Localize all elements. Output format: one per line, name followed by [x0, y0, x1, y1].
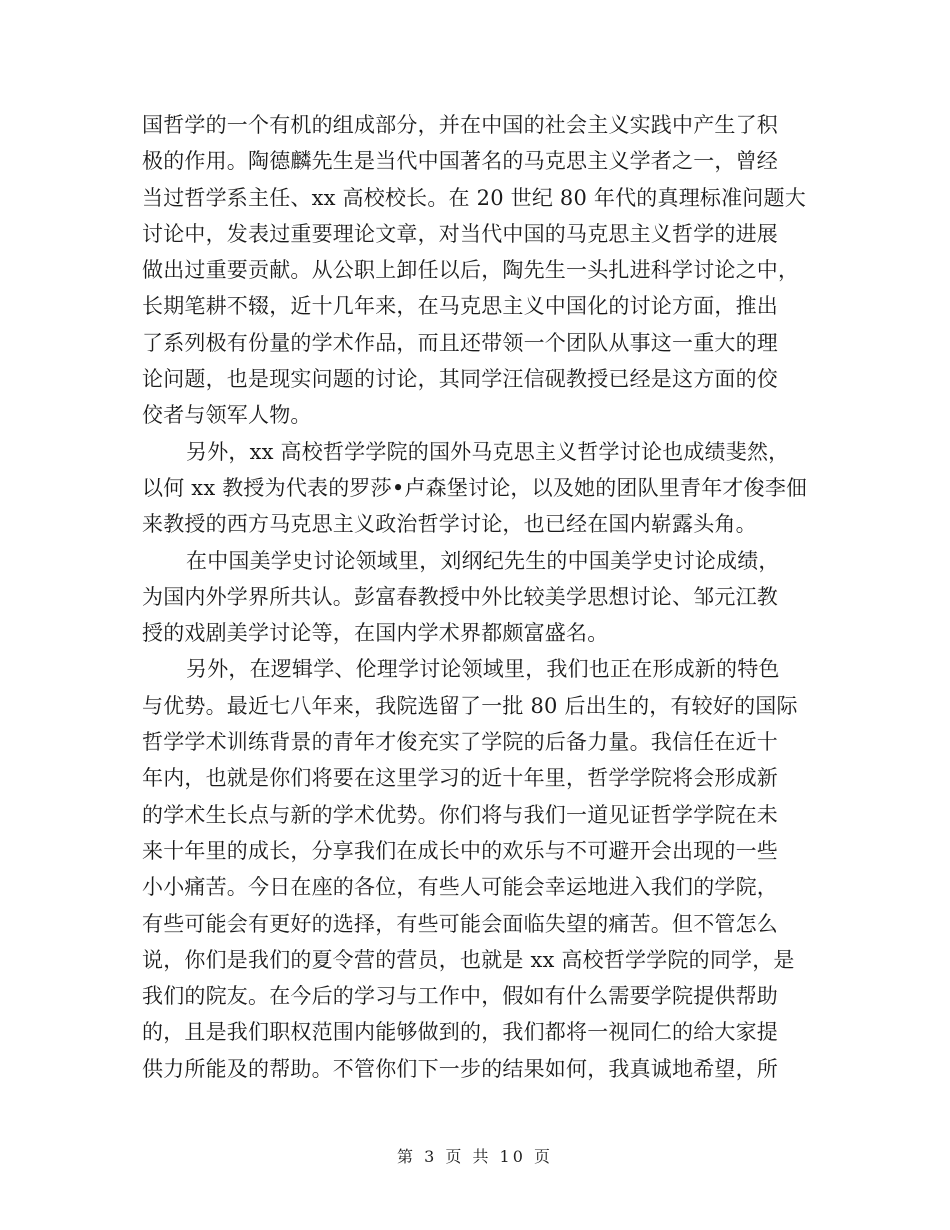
text-line: 了系列极有份量的学术作品，而且还带领一个团队从事这一重大的理 [142, 330, 778, 355]
text-line: 讨论中，发表过重要理论文章，对当代中国的马克思主义哲学的进展 [142, 221, 778, 246]
text-line: 以何 xx 教授为代表的罗莎•卢森堡讨论，以及她的团队里青年才俊李佃 [142, 475, 808, 500]
paragraph-first-line: 在中国美学史讨论领域里，刘纲纪先生的中国美学史讨论成绩， [186, 548, 780, 573]
text-line: 年内，也就是你们将要在这里学习的近十年里，哲学学院将会形成新 [142, 766, 778, 791]
text-line: 我们的院友。在今后的学习与工作中，假如有什么需要学院提供帮助 [142, 984, 778, 1009]
text-line: 说，你们是我们的夏令营的营员，也就是 xx 高校哲学学院的同学，是 [142, 947, 795, 972]
paragraph-first-line: 另外，xx 高校哲学学院的国外马克思主义哲学讨论也成绩斐然， [186, 439, 790, 464]
text-line: 佼者与领军人物。 [142, 403, 312, 428]
text-line: 哲学学术训练背景的青年才俊充实了学院的后备力量。我信任在近十 [142, 730, 778, 755]
text-line: 授的戏剧美学讨论等，在国内学术界都颇富盛名。 [142, 621, 609, 646]
page-footer [0, 1144, 950, 1167]
text-line: 有些可能会有更好的选择，有些可能会面临失望的痛苦。但不管怎么 [142, 911, 778, 936]
text-line: 的，且是我们职权范围内能够做到的，我们都将一视同仁的给大家提 [142, 1020, 778, 1045]
document-body [142, 107, 812, 1087]
text-line: 极的作用。陶德麟先生是当代中国著名的马克思主义学者之一，曾经 [142, 149, 778, 174]
text-line: 小小痛苦。今日在座的各位，有些人可能会幸运地进入我们的学院， [142, 875, 778, 900]
text-line: 为国内外学界所共认。彭富春教授中外比较美学思想讨论、邹元江教 [142, 584, 778, 609]
text-line: 当过哲学系主任、xx 高校校长。在 20 世纪 80 年代的真理标准问题大 [142, 185, 806, 210]
text-line: 来教授的西方马克思主义政治哲学讨论，也已经在国内崭露头角。 [142, 512, 757, 537]
paragraph-first-line: 另外，在逻辑学、伦理学讨论领域里，我们也正在形成新的特色 [186, 657, 780, 682]
text-line: 的学术生长点与新的学术优势。你们将与我们一道见证哲学学院在未 [142, 802, 778, 827]
text-line: 长期笔耕不辍，近十几年来，在马克思主义中国化的讨论方面，推出 [142, 294, 778, 319]
text-line: 与优势。最近七八年来，我院选留了一批 80 后出生的，有较好的国际 [142, 693, 798, 718]
text-line: 国哲学的一个有机的组成部分，并在中国的社会主义实践中产生了积 [142, 113, 778, 137]
text-line: 来十年里的成长，分享我们在成长中的欢乐与不可避开会出现的一些 [142, 838, 778, 863]
page-number: 第 3 页 共 10 页 [397, 1147, 553, 1166]
text-line: 论问题，也是现实问题的讨论，其同学汪信砚教授已经是这方面的佼 [142, 367, 778, 392]
text-line: 做出过重要贡献。从公职上卸任以后，陶先生一头扎进科学讨论之中， [142, 258, 800, 283]
text-line: 供力所能及的帮助。不管你们下一步的结果如何，我真诚地希望，所 [142, 1056, 778, 1081]
